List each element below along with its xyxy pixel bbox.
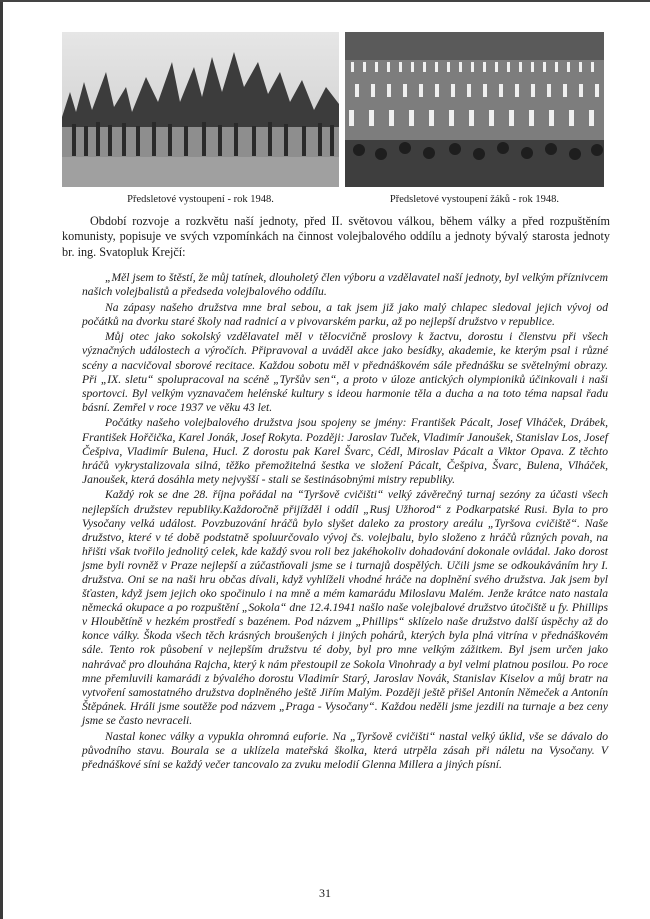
quote-paragraph: Na zápasy našeho družstva mne bral sebou, a tak jsem již jako malý chlapec sledoval jejich vývoj od počátků na dvorku staré školy nad radnicí a v pivovarském parku, až po nejlepší družstvo v republice. — [82, 300, 608, 328]
photo-caption: Předsletové vystoupení - rok 1948. — [127, 194, 274, 205]
scan-edge — [0, 0, 3, 919]
quote-paragraph: Každý rok se dne 28. října pořádal na “Tyršově cvičišti“ velký závěrečný turnaj sezóny za účasti všech nejlepších družstev republiky.Každoročně přijížděl i oddíl „Rusj Užhorod“ z Podkarpatské Rusi. Byla to pro Vysočany velká událost. Povzbuzování hráčů bylo slyšet daleko za prostory areálu „Tyršova cvičiště“. Naše družstvo, které v té době podstatně spoluurčovalo vývoj čs. volejbalu, bylo složeno z hráčů různých povah, na hřišti však tvořilo jednolitý celek, kde každý svou roli bez jakéhokoliv dohadování dokonale ovládal. Jako dorost jsme byli rovněž v Praze nejlepší a zúčastňovali jsme se i turnajů dospělých. Učili jsme se odkoukáváním hry I. družstva. Oni se na naši hru občas dívali, když vyhlíželi vhodné hráče na doplnění svého družstva. Jak jsem byl šťasten, když jsem jejich oko spočinulo i na mně a mém kamarádu Miloslavu Malém. Jenže krátce nato nastala německá okupace a po rozpuštění „Sokola“ dne 12.4.1941 našlo naše volejbalové družstvo útočiště u fy. Phillips v Hloubětíně v hezkém prostředí s bazénem. Pod názvem „Phillips“ sklízelo naše družstvo další úspěchy až do konce války. Škoda všech těch krásných broušených i jiných pohárů, kterých byla plná vitrína v přednáškovém sále. Tento rok působení v nejlepším družstvu té doby, byl pro mne velkým zážitkem. Byl jsem určen jako nahrávač pro dlouhána Rajcha, který k nám přestoupil ze Sokola Vinohrady a byl velmi platnou posilou. Po roce mne přemluvili kamarádi z bývalého dorostu Vladimír Starý, Jaroslav Novák, Stanislav Kiselov a můj bratr na vytvoření samostatného družstva doplněného ještě Jiřím Malým. Později ještě přišel Antonín Němeček a Antonín Štěpánek. Hráli jsme soutěže pod názvem „Praga - Vysočany“. Každou neděli jsme jezdili na turnaje a bez ceny jsme se často nevraceli. — [82, 488, 608, 727]
scan-edge-top — [0, 0, 650, 2]
page-number: 31 — [319, 886, 331, 900]
memoir-quote — [82, 271, 608, 773]
quote-paragraph: „Měl jsem to štěstí, že můj tatínek, dlouholetý člen výboru a vzdělavatel naší jednoty, byl velkým příznivcem našich volejbalistů a předseda volejbalového oddílu. — [82, 271, 608, 299]
photo-pupils-1948 — [345, 32, 604, 187]
photo-caption: Předsletové vystoupení žáků - rok 1948. — [389, 194, 560, 205]
quote-paragraph: Můj otec jako sokolský vzdělavatel měl v tělocvičně proslovy k žactvu, dorostu i členstvu při všech význačných událostech a výročích. Připravoval a uváděl akce jako besídky, akademie, ke kterým psal i různé scény a nacvičoval sborové recitace. Každou sobotu měl v přednáškovém sále přednášku se světelnými obrazy. Při „IX. sletu“ spolupracoval na scéně „Tyršův sen“, a proto v úloze antických olympioniků účinkovali i naši sportovci. Byl velkým vyznavačem helénské kultury s ideou harmonie těla a ducha a na toto téma napsal řadu básní. Zemřel v roce 1937 ve věku 43 let. — [82, 330, 608, 414]
quote-paragraph: Nastal konec války a vypukla ohromná euforie. Na „Tyršově cvičišti“ nastal velký úklid, vše se dávalo do původního stavu. Bourala se a uklízela mateřská školka, která utrpěla zásah při náletu na Vysočany. V přednáškové síni se každý večer tancovalo za zvuku melodií Glenna Millera a jiných písní. — [82, 729, 608, 771]
intro-paragraph: Období rozvoje a rozkvětu naší jednoty, před II. světovou válkou, během války a před rozpuštěním komunisty, popisuje ve svých vzpomínkách na činnost volejbalového oddílu a jednoty bývalý starosta jednoty br. ing. Svatopluk Krejčí: — [62, 214, 610, 259]
quote-paragraph: Počátky našeho volejbalového družstva jsou spojeny se jmény: František Pácalt, Josef Vlháček, Drábek, František Hořčička, Karel Jonák, Josef Rokyta. Později: Jaroslav Tuček, Vladimír Janoušek, Stanislav Los, Josef Češpiva, Vladimír Bulena, Hucl. Z dorostu pak Karel Švarc, Cédl, Miroslav Pácalt a Viktor Opava. Z těchto hráčů vykrystalizovala silná, těžko přemožitelná šestka ve složení Pácalt, Češpiva, Švarc, Bulena, Vlháček, Janoušek, která dosáhla mety nejvyšší - stali se šestinásobnými mistry republiky. — [82, 416, 608, 486]
photo-gymnasts-1948 — [62, 32, 339, 187]
